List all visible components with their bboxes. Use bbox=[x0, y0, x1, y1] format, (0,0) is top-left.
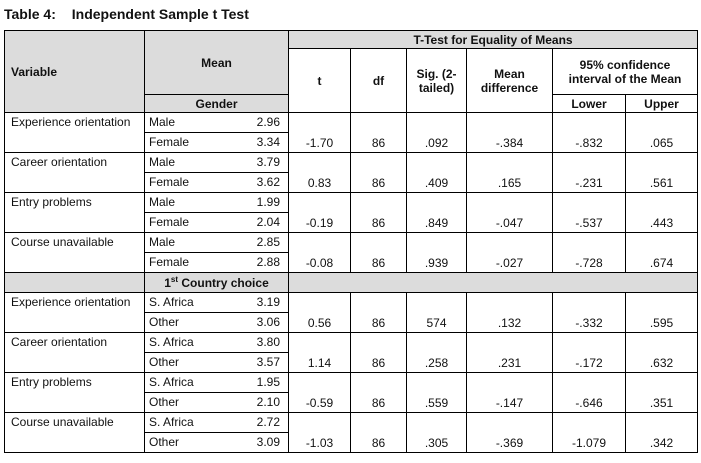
sig-value: .559 bbox=[407, 373, 467, 413]
sig-value: .409 bbox=[407, 153, 467, 193]
ci-upper-value: .443 bbox=[626, 193, 698, 233]
section-label-gender: Gender bbox=[145, 95, 289, 113]
group-mean: 3.06 bbox=[256, 315, 280, 329]
t-value: 0.83 bbox=[289, 153, 351, 193]
group-line bbox=[145, 153, 288, 173]
variable-cell: Entry problems bbox=[5, 193, 145, 233]
header-df: df bbox=[351, 49, 407, 113]
df-value: 86 bbox=[351, 233, 407, 273]
t-value: -0.59 bbox=[289, 373, 351, 413]
header-sig: Sig. (2-tailed) bbox=[407, 49, 467, 113]
ci-upper-value: .561 bbox=[626, 153, 698, 193]
mean-difference-value: .132 bbox=[467, 293, 553, 333]
group-mean: 3.09 bbox=[256, 435, 280, 449]
group-line bbox=[145, 133, 288, 152]
group-label: Male bbox=[149, 195, 176, 209]
variable-cell: Career orientation bbox=[5, 153, 145, 193]
group-mean: 2.96 bbox=[256, 115, 280, 129]
group-line bbox=[145, 113, 288, 133]
table-row bbox=[5, 113, 698, 153]
group-mean: 2.85 bbox=[256, 235, 280, 249]
header-ci: 95% confidence interval of the Mean bbox=[553, 49, 698, 95]
t-value: -1.03 bbox=[289, 413, 351, 453]
section-spacer bbox=[5, 273, 145, 293]
group-label: Female bbox=[149, 175, 190, 189]
ci-lower-value: -.231 bbox=[553, 153, 626, 193]
group-mean: 2.10 bbox=[256, 395, 280, 409]
df-value: 86 bbox=[351, 113, 407, 153]
group-line bbox=[145, 373, 288, 393]
mean-difference-value: -.027 bbox=[467, 233, 553, 273]
sig-value: .258 bbox=[407, 333, 467, 373]
mean-difference-value: -.047 bbox=[467, 193, 553, 233]
group-line bbox=[145, 213, 288, 232]
mean-cell bbox=[145, 233, 289, 273]
header-variable: Variable bbox=[5, 31, 145, 113]
group-label: Other bbox=[149, 395, 180, 409]
table-row bbox=[5, 193, 698, 233]
group-label: Male bbox=[149, 235, 176, 249]
variable-cell: Entry problems bbox=[5, 373, 145, 413]
group-line bbox=[145, 313, 288, 332]
table-number: Table 4: bbox=[4, 6, 56, 22]
t-value: 1.14 bbox=[289, 333, 351, 373]
ci-lower-value: -.728 bbox=[553, 233, 626, 273]
header-lower: Lower bbox=[553, 95, 626, 113]
ci-lower-value: -1.079 bbox=[553, 413, 626, 453]
ci-lower-value: -.537 bbox=[553, 193, 626, 233]
group-label: Other bbox=[149, 355, 180, 369]
sig-value: .939 bbox=[407, 233, 467, 273]
header-upper: Upper bbox=[626, 95, 698, 113]
mean-difference-value: .231 bbox=[467, 333, 553, 373]
mean-difference-value: -.384 bbox=[467, 113, 553, 153]
group-mean: 2.04 bbox=[256, 215, 280, 229]
header-ttest: T-Test for Equality of Means bbox=[289, 31, 698, 49]
section-label-text: Country choice bbox=[181, 275, 269, 290]
group-mean: 3.62 bbox=[256, 175, 280, 189]
group-label: S. Africa bbox=[149, 335, 194, 349]
group-line bbox=[145, 413, 288, 433]
mean-cell bbox=[145, 193, 289, 233]
mean-difference-value: .165 bbox=[467, 153, 553, 193]
section-fill bbox=[289, 273, 698, 293]
mean-difference-value: -.147 bbox=[467, 373, 553, 413]
t-value: 0.56 bbox=[289, 293, 351, 333]
group-mean: 1.95 bbox=[256, 375, 280, 389]
group-line bbox=[145, 333, 288, 353]
ci-lower-value: -.172 bbox=[553, 333, 626, 373]
group-line bbox=[145, 293, 288, 313]
ci-lower-value: -.332 bbox=[553, 293, 626, 333]
ci-upper-value: .342 bbox=[626, 413, 698, 453]
section-label-sup: st bbox=[170, 274, 179, 284]
group-mean: 2.72 bbox=[256, 415, 280, 429]
group-mean: 3.80 bbox=[256, 335, 280, 349]
variable-cell: Course unavailable bbox=[5, 233, 145, 273]
variable-cell: Experience orientation bbox=[5, 293, 145, 333]
mean-cell bbox=[145, 333, 289, 373]
table-row bbox=[5, 233, 698, 273]
sig-value: .305 bbox=[407, 413, 467, 453]
group-mean: 1.99 bbox=[256, 195, 280, 209]
group-line bbox=[145, 393, 288, 412]
df-value: 86 bbox=[351, 193, 407, 233]
group-mean: 3.34 bbox=[256, 135, 280, 149]
group-label: S. Africa bbox=[149, 375, 194, 389]
table-row bbox=[5, 293, 698, 333]
table-row bbox=[5, 373, 698, 413]
group-line bbox=[145, 253, 288, 272]
mean-difference-value: -.369 bbox=[467, 413, 553, 453]
header-t: t bbox=[289, 49, 351, 113]
group-label: Other bbox=[149, 315, 180, 329]
group-label: S. Africa bbox=[149, 415, 194, 429]
variable-cell: Course unavailable bbox=[5, 413, 145, 453]
table-caption: Independent Sample t Test bbox=[71, 6, 249, 22]
group-line bbox=[145, 353, 288, 372]
group-label: Male bbox=[149, 115, 176, 129]
group-mean: 2.88 bbox=[256, 255, 280, 269]
df-value: 86 bbox=[351, 293, 407, 333]
group-line bbox=[145, 433, 288, 452]
df-value: 86 bbox=[351, 333, 407, 373]
group-label: S. Africa bbox=[149, 295, 194, 309]
ci-lower-value: -.832 bbox=[553, 113, 626, 153]
mean-cell bbox=[145, 153, 289, 193]
gender-section bbox=[5, 113, 698, 273]
ci-lower-value: -.646 bbox=[553, 373, 626, 413]
sig-value: .849 bbox=[407, 193, 467, 233]
group-label: Female bbox=[149, 255, 190, 269]
ci-upper-value: .351 bbox=[626, 373, 698, 413]
table-title bbox=[4, 6, 249, 22]
header-mean-difference: Mean difference bbox=[467, 49, 553, 113]
sig-value: .092 bbox=[407, 113, 467, 153]
mean-cell bbox=[145, 413, 289, 453]
ci-upper-value: .632 bbox=[626, 333, 698, 373]
df-value: 86 bbox=[351, 413, 407, 453]
t-value: -0.08 bbox=[289, 233, 351, 273]
ci-upper-value: .595 bbox=[626, 293, 698, 333]
group-mean: 3.57 bbox=[256, 355, 280, 369]
country-section-header bbox=[5, 273, 698, 293]
group-line bbox=[145, 233, 288, 253]
t-value: -1.70 bbox=[289, 113, 351, 153]
table-row bbox=[5, 413, 698, 453]
mean-cell bbox=[145, 113, 289, 153]
table-row bbox=[5, 153, 698, 193]
t-value: -0.19 bbox=[289, 193, 351, 233]
group-label: Female bbox=[149, 215, 190, 229]
ttest-table bbox=[4, 30, 698, 453]
group-label: Male bbox=[149, 155, 176, 169]
country-section bbox=[5, 293, 698, 453]
sig-value: 574 bbox=[407, 293, 467, 333]
ci-upper-value: .674 bbox=[626, 233, 698, 273]
ci-upper-value: .065 bbox=[626, 113, 698, 153]
group-line bbox=[145, 173, 288, 192]
section-label-prefix: 1 bbox=[164, 275, 171, 290]
mean-cell bbox=[145, 373, 289, 413]
group-label: Other bbox=[149, 435, 180, 449]
section-label-country bbox=[145, 273, 289, 293]
table-row bbox=[5, 333, 698, 373]
mean-cell bbox=[145, 293, 289, 333]
df-value: 86 bbox=[351, 373, 407, 413]
group-line bbox=[145, 193, 288, 213]
group-mean: 3.79 bbox=[256, 155, 280, 169]
group-mean: 3.19 bbox=[256, 295, 280, 309]
group-label: Female bbox=[149, 135, 190, 149]
variable-cell: Career orientation bbox=[5, 333, 145, 373]
variable-cell: Experience orientation bbox=[5, 113, 145, 153]
header-mean: Mean bbox=[145, 31, 289, 95]
df-value: 86 bbox=[351, 153, 407, 193]
